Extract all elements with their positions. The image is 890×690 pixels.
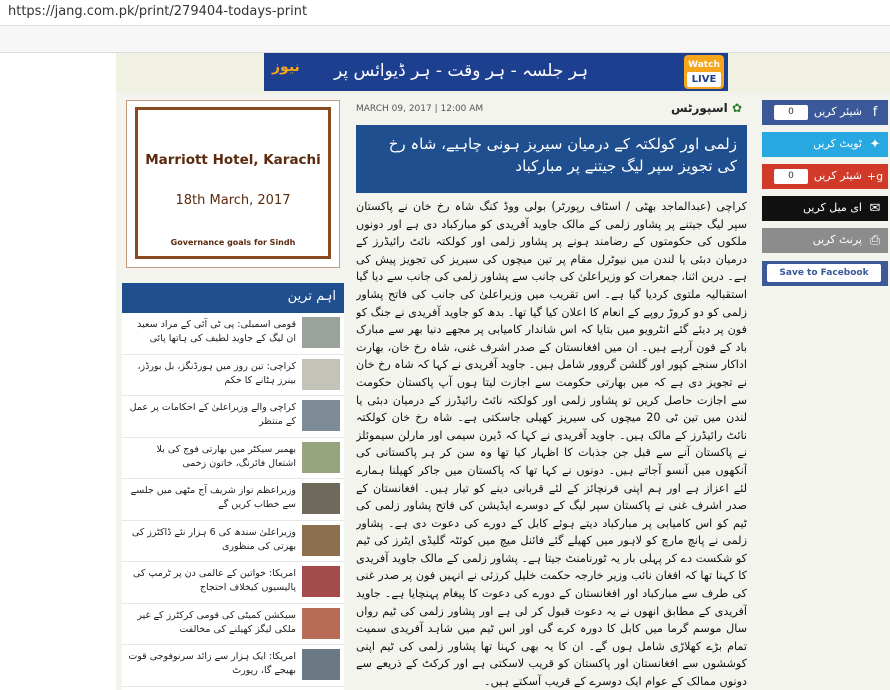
list-item[interactable] <box>122 479 344 521</box>
email-share-label: ای میل کریں <box>803 201 862 214</box>
watch-label: Watch <box>688 60 720 70</box>
ad-date: 18th March, 2017 <box>175 193 291 208</box>
news-thumbnail[interactable] <box>302 649 340 680</box>
banner-tagline: ہر جلسہ - ہر وقت - ہر ڈیوائس پر <box>334 61 589 81</box>
list-item[interactable] <box>122 355 344 397</box>
gplus-share-button[interactable] <box>762 164 888 189</box>
watch-live-badge[interactable] <box>684 55 724 89</box>
print-label: پرنٹ کریں <box>812 233 862 246</box>
envelope-icon: ✉ <box>869 201 881 216</box>
news-thumbnail[interactable] <box>302 359 340 390</box>
section-name: اسپورٹس <box>671 101 728 115</box>
news-title[interactable]: امریکا: ایک ہزار سے زائد سرنوفوجی قوت بھیجے گا، رپورٹ <box>128 651 296 676</box>
live-label: LIVE <box>687 72 721 87</box>
event-advertisement[interactable] <box>126 100 340 268</box>
news-thumbnail[interactable] <box>302 317 340 348</box>
ad-subtitle: Governance goals for Sindh <box>170 238 296 247</box>
news-thumbnail[interactable] <box>302 442 340 473</box>
news-title[interactable]: وزیراعلیٰ سندھ کی 6 ہزار نئے ڈاکٹرز کی بھرتی کی منظوری <box>131 526 296 552</box>
email-share-button[interactable] <box>762 196 888 221</box>
facebook-share-label: شیئر کریں <box>813 105 862 118</box>
save-to-facebook-label: Save to Facebook <box>767 264 881 282</box>
news-title[interactable]: امریکا: خواتین کے عالمی دن پر ٹرمپ کی پالیسیوں کیخلاف احتجاج <box>132 568 296 593</box>
news-title[interactable]: بھمبر سیکٹر میں بھارتی فوج کی بلا اشتعال فائرنگ، خاتون زخمی <box>156 443 296 469</box>
news-thumbnail[interactable] <box>302 400 340 431</box>
news-title[interactable]: کراچی: تین روز میں ہورڈنگز، بل بورڈز، بینرز ہٹانے کا حکم <box>137 360 296 386</box>
article-body: کراچی (عبدالماجد بھٹی / اسٹاف رپورٹر) بولی ووڈ کنگ شاہ رخ خان نے پاکستان سپر لیگ جیتنے پر پشاور زلمی کے مالک جاوید آفریدی کو مبارکباد دی ہے اور دونوں ملکوں کی حکومتوں کے رضامند ہونے پر پشاور زلمی اور کولکتہ نائٹ رائیڈرز کے درمیان دبئی یا لندن میں نیوٹرل مقام پر تین میچوں کی سیریز کی تجویز پیش کی ہے۔ درین اثنا، جمعرات کو وزیراعلیٰ کی جانب سے پشاور زلمی کی جانب سے دیا گیا استقبالیہ ملتوی کردیا گیا ہے۔ اس تقریب میں وزیراعلیٰ کی جانب کی فاتح پشاور زلمی کو دو کروڑ روپے کے انعام کا اعلان کیا گیا تھا۔ بدھ کو جاوید آفریدی نے جنگ کو فون پر دیئے گئے انٹرویو میں بتایا کہ اس شاندار کامیابی پر مجھے دنیا بھر سے مبارک باد کے فون آرہے ہیں۔ ان میں افغانستان کے صدر اشرف غنی، شاہ رخ خان، بھارت اداکار سنجے کپور اور گلشن گروور شامل ہیں۔ جاوید آفریدی نے کہا کہ شاہ رخ خان نے تجویز دی ہے کہ میں بھارتی حکومت سے اجازت لیتا ہوں آپ پاکستان حکومت سے اجازت حاصل کریں تو پشاور زلمی اور کولکتہ نائٹ رائیڈرز کے درمیان دبئی یا لندن میں تین ٹی 20 میچوں کی سیریز کھیلی جاسکتی ہے۔ شاہ رخ خان کولکتہ نائٹ رائیڈرز کے مالک ہیں۔ جاوید آفریدی نے کہا کہ ڈیرن سیمی اور مارلن سیموئلز نے پاکستان آنے سے قبل جن جذبات کا اظہار کیا تھا وہ سن کر ہر پاکستانی کی آنکھوں میں آنسو آجاتے ہیں۔ دونوں نے کہا تھا کہ پاکستان میں جاکر کھیلنا ہمارے لئے اعزاز ہے اور ہم اپنی فرنچائز کے لئے قربانی دینے کو تیار ہیں۔ افغانستان کے صدر اشرف غنی نے پاکستان سپر لیگ کے دوسرے ایڈیشن کی فاتح پشاور زلمی کی ٹیم کو اس کامیابی پر مبارکباد دیتے ہوئے کابل کے دورے کی دعوت دی ہے۔ پشاور زلمی نے پانچ مارچ کو لاہور میں کھیلے گئے فائنل میچ میں کوئٹہ گلیڈی ایٹرز کی ٹیم کو شکست دے کر پہلی بار یہ ٹورنامنٹ جیتا ہے۔ پشاور زلمی کے مالک جاوید آفریدی کا کہنا تھا کہ افغان نائب وزیر خارجہ حکمت خلیل کرزئی نے انہیں فون پر صدر غنی کی طرف سے مبارکباد اور افغانستان کے دورے کی دعوت کا پیغام پہنچایا ہے۔ جاوید آفریدی کے مطابق انھوں نے یہ دعوت قبول کر لی ہے اور پشاور زلمی کی ٹیم رواں سال موسم گرما میں کابل کا دورہ کرے گی اور اس ٹیم میں شاہد آفریدی سمیت تمام بڑے کھلاڑی شامل ہوں گے۔ ان کا یہ بھی کہنا تھا پشاور زلمی کی ٹیم اپنی کوششوں سے افغانستان اور پاکستان کو قریب لاسکتی ہے اور کرکٹ کے ذریعے سے دونوں ممالک کے عوام ایک دوسرے کے قریب آسکتے ہیں۔ <box>356 200 747 689</box>
twitter-share-label: ٹویٹ کریں <box>813 137 862 150</box>
news-thumbnail[interactable] <box>302 566 340 597</box>
google-plus-icon: g+ <box>866 170 884 183</box>
save-to-facebook-button[interactable] <box>762 261 888 286</box>
ad-frame <box>135 107 331 259</box>
browser-toolbar <box>0 26 890 53</box>
twitter-icon: ✦ <box>869 137 881 152</box>
list-item[interactable] <box>122 396 344 438</box>
news-title[interactable]: کراچی والے وزیراعلیٰ کے احکامات پر عمل کے منتظر <box>129 402 296 427</box>
sports-icon: ✿ <box>731 101 742 115</box>
facebook-share-button[interactable] <box>762 100 888 125</box>
list-item[interactable] <box>122 645 344 687</box>
news-logo: نیوز <box>272 59 300 75</box>
header-banner[interactable] <box>264 53 728 91</box>
article-date: MARCH 09, 2017 | 12:00 AM <box>356 104 484 114</box>
twitter-share-button[interactable] <box>762 132 888 157</box>
section-label[interactable] <box>671 101 742 115</box>
news-thumbnail[interactable] <box>302 608 340 639</box>
list-item[interactable] <box>122 521 344 563</box>
facebook-share-count: 0 <box>774 105 808 120</box>
news-title[interactable]: وزیراعظم نواز شریف آج مٹھی میں جلسے سے خطاب کریں گے <box>130 485 296 510</box>
news-title[interactable]: سیکشن کمیٹی کی قومی کرکٹرز کے غیر ملکی لیگز کھیلنے کی مخالفت <box>137 609 296 635</box>
printer-icon: ⎙ <box>869 233 881 248</box>
news-title[interactable]: قومی اسمبلی: پی ٹی آئی کے مراد سعید ان لیگ کے جاوید لطیف کی ہاتھا پائی <box>137 319 296 344</box>
latest-news-header: اہم ترین <box>122 283 344 313</box>
facebook-icon: f <box>872 105 878 120</box>
ad-venue: Marriott Hotel, Karachi <box>145 152 321 168</box>
url-text[interactable]: https://jang.com.pk/print/279404-todays-print <box>8 4 308 19</box>
news-thumbnail[interactable] <box>302 525 340 556</box>
print-button[interactable] <box>762 228 888 253</box>
article-headline: زلمی اور کولکتہ کے درمیان سیریز ہونی چاہیے، شاہ رخ کی تجویز سپر لیگ جیتنے پر مبارکباد <box>356 125 747 193</box>
list-item[interactable] <box>122 562 344 604</box>
list-item[interactable] <box>122 313 344 355</box>
list-item[interactable] <box>122 438 344 480</box>
list-item[interactable] <box>122 604 344 646</box>
browser-address-bar[interactable] <box>0 0 890 26</box>
news-thumbnail[interactable] <box>302 483 340 514</box>
gplus-share-count: 0 <box>774 169 808 184</box>
latest-news-panel <box>122 283 344 690</box>
gplus-share-label: شیئر کریں <box>813 169 862 182</box>
